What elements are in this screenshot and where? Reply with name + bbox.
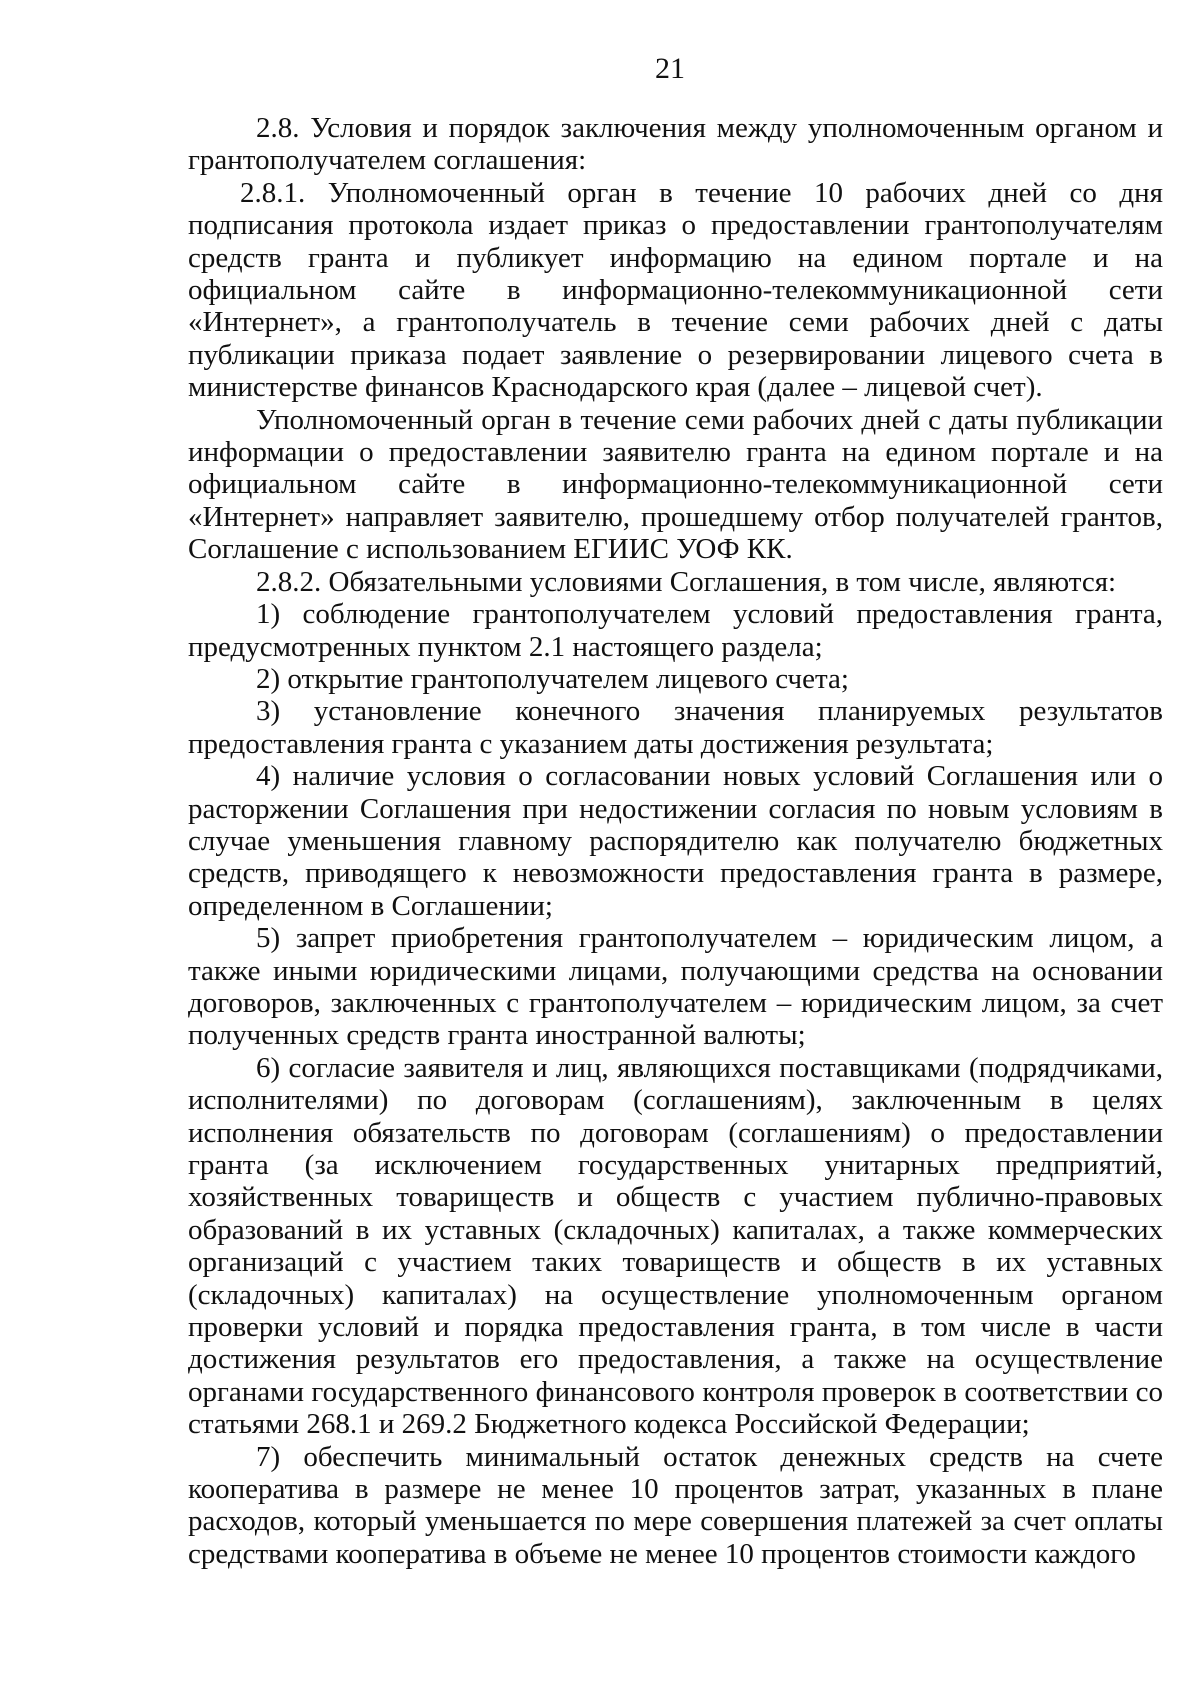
paragraph-2-8-2: 2.8.2. Обязательными условиями Соглашения, в том числе, являются: [256, 565, 1117, 598]
document-body [188, 112, 1163, 1570]
list-item-1: 1) соблюдение грантополучателем условий предоставления гранта, предусмотренных пунктом 2.1 настоящего раздела; [188, 598, 1163, 663]
page-number: 21 [655, 52, 685, 85]
paragraph-2-8-1: 2.8.1. Уполномоченный орган в течение 10 рабочих дней со дня подписания протокола издает приказ о предоставлении грантополучателям средств гранта и публикует информацию на едином портале и на официальном сайте в информационно-телекоммуникационной сети «Интернет», а грантополучатель в течение семи рабочих дней с даты публикации приказа подает заявление о резервировании лицевого счета в министерстве финансов Краснодарского края (далее – лицевой счет). [188, 176, 1163, 404]
list-item-5: 5) запрет приобретения грантополучателем – юридическим лицом, а также иными юридическими лицами, получающими средства на основании договоров, заключенных с грантополучателем – юридическим лицом, за счет полученных средств гранта иностранной валюты; [188, 922, 1163, 1052]
list-item-7: 7) обеспечить минимальный остаток денежных средств на счете кооператива в размере не менее 10 процентов затрат, указанных в плане расходов, который уменьшается по мере совершения платежей за счет оплаты средствами кооператива в объеме не менее 10 процентов стоимости каждого [188, 1440, 1163, 1570]
section-heading-2-8: 2.8. Условия и порядок заключения между уполномоченным органом и грантополучателем соглашения: [188, 112, 1163, 177]
list-item-4: 4) наличие условия о согласовании новых условий Соглашения или о расторжении Соглашения при недостижении согласия по новым условиям в случае уменьшения главному распорядителю как получателю бюджетных средств, приводящего к невозможности предоставления гранта в размере, определенном в Соглашении; [188, 760, 1163, 922]
list-item-3: 3) установление конечного значения планируемых результатов предоставления гранта с указанием даты достижения результата; [188, 695, 1163, 760]
list-item-6: 6) согласие заявителя и лиц, являющихся поставщиками (подрядчиками, исполнителями) по договорам (соглашениям), заключенным в целях исполнения обязательств по договорам (соглашениям) о предоставлении гранта (за исключением государственных унитарных предприятий, хозяйственных товариществ и обществ с участием публично-правовых образований в их уставных (складочных) капиталах, а также коммерческих организаций с участием таких товариществ и обществ в их уставных (складочных) капиталах) на осуществление уполномоченным органом проверки условий и порядка предоставления гранта, в том числе в части достижения результатов его предоставления, а также на осуществление органами государственного финансового контроля проверок в соответствии со статьями 268.1 и 269.2 Бюджетного кодекса Российской Федерации; [188, 1051, 1163, 1441]
list-item-2: 2) открытие грантополучателем лицевого счета; [256, 662, 849, 695]
paragraph-agreement-sending: Уполномоченный орган в течение семи рабочих дней с даты публикации информации о предоставлении заявителю гранта на едином портале и на официальном сайте в информационно-телекоммуникационной сети «Интернет» направляет заявителю, прошедшему отбор получателей грантов, Соглашение с использованием ЕГИИС УОФ КК. [188, 403, 1163, 566]
